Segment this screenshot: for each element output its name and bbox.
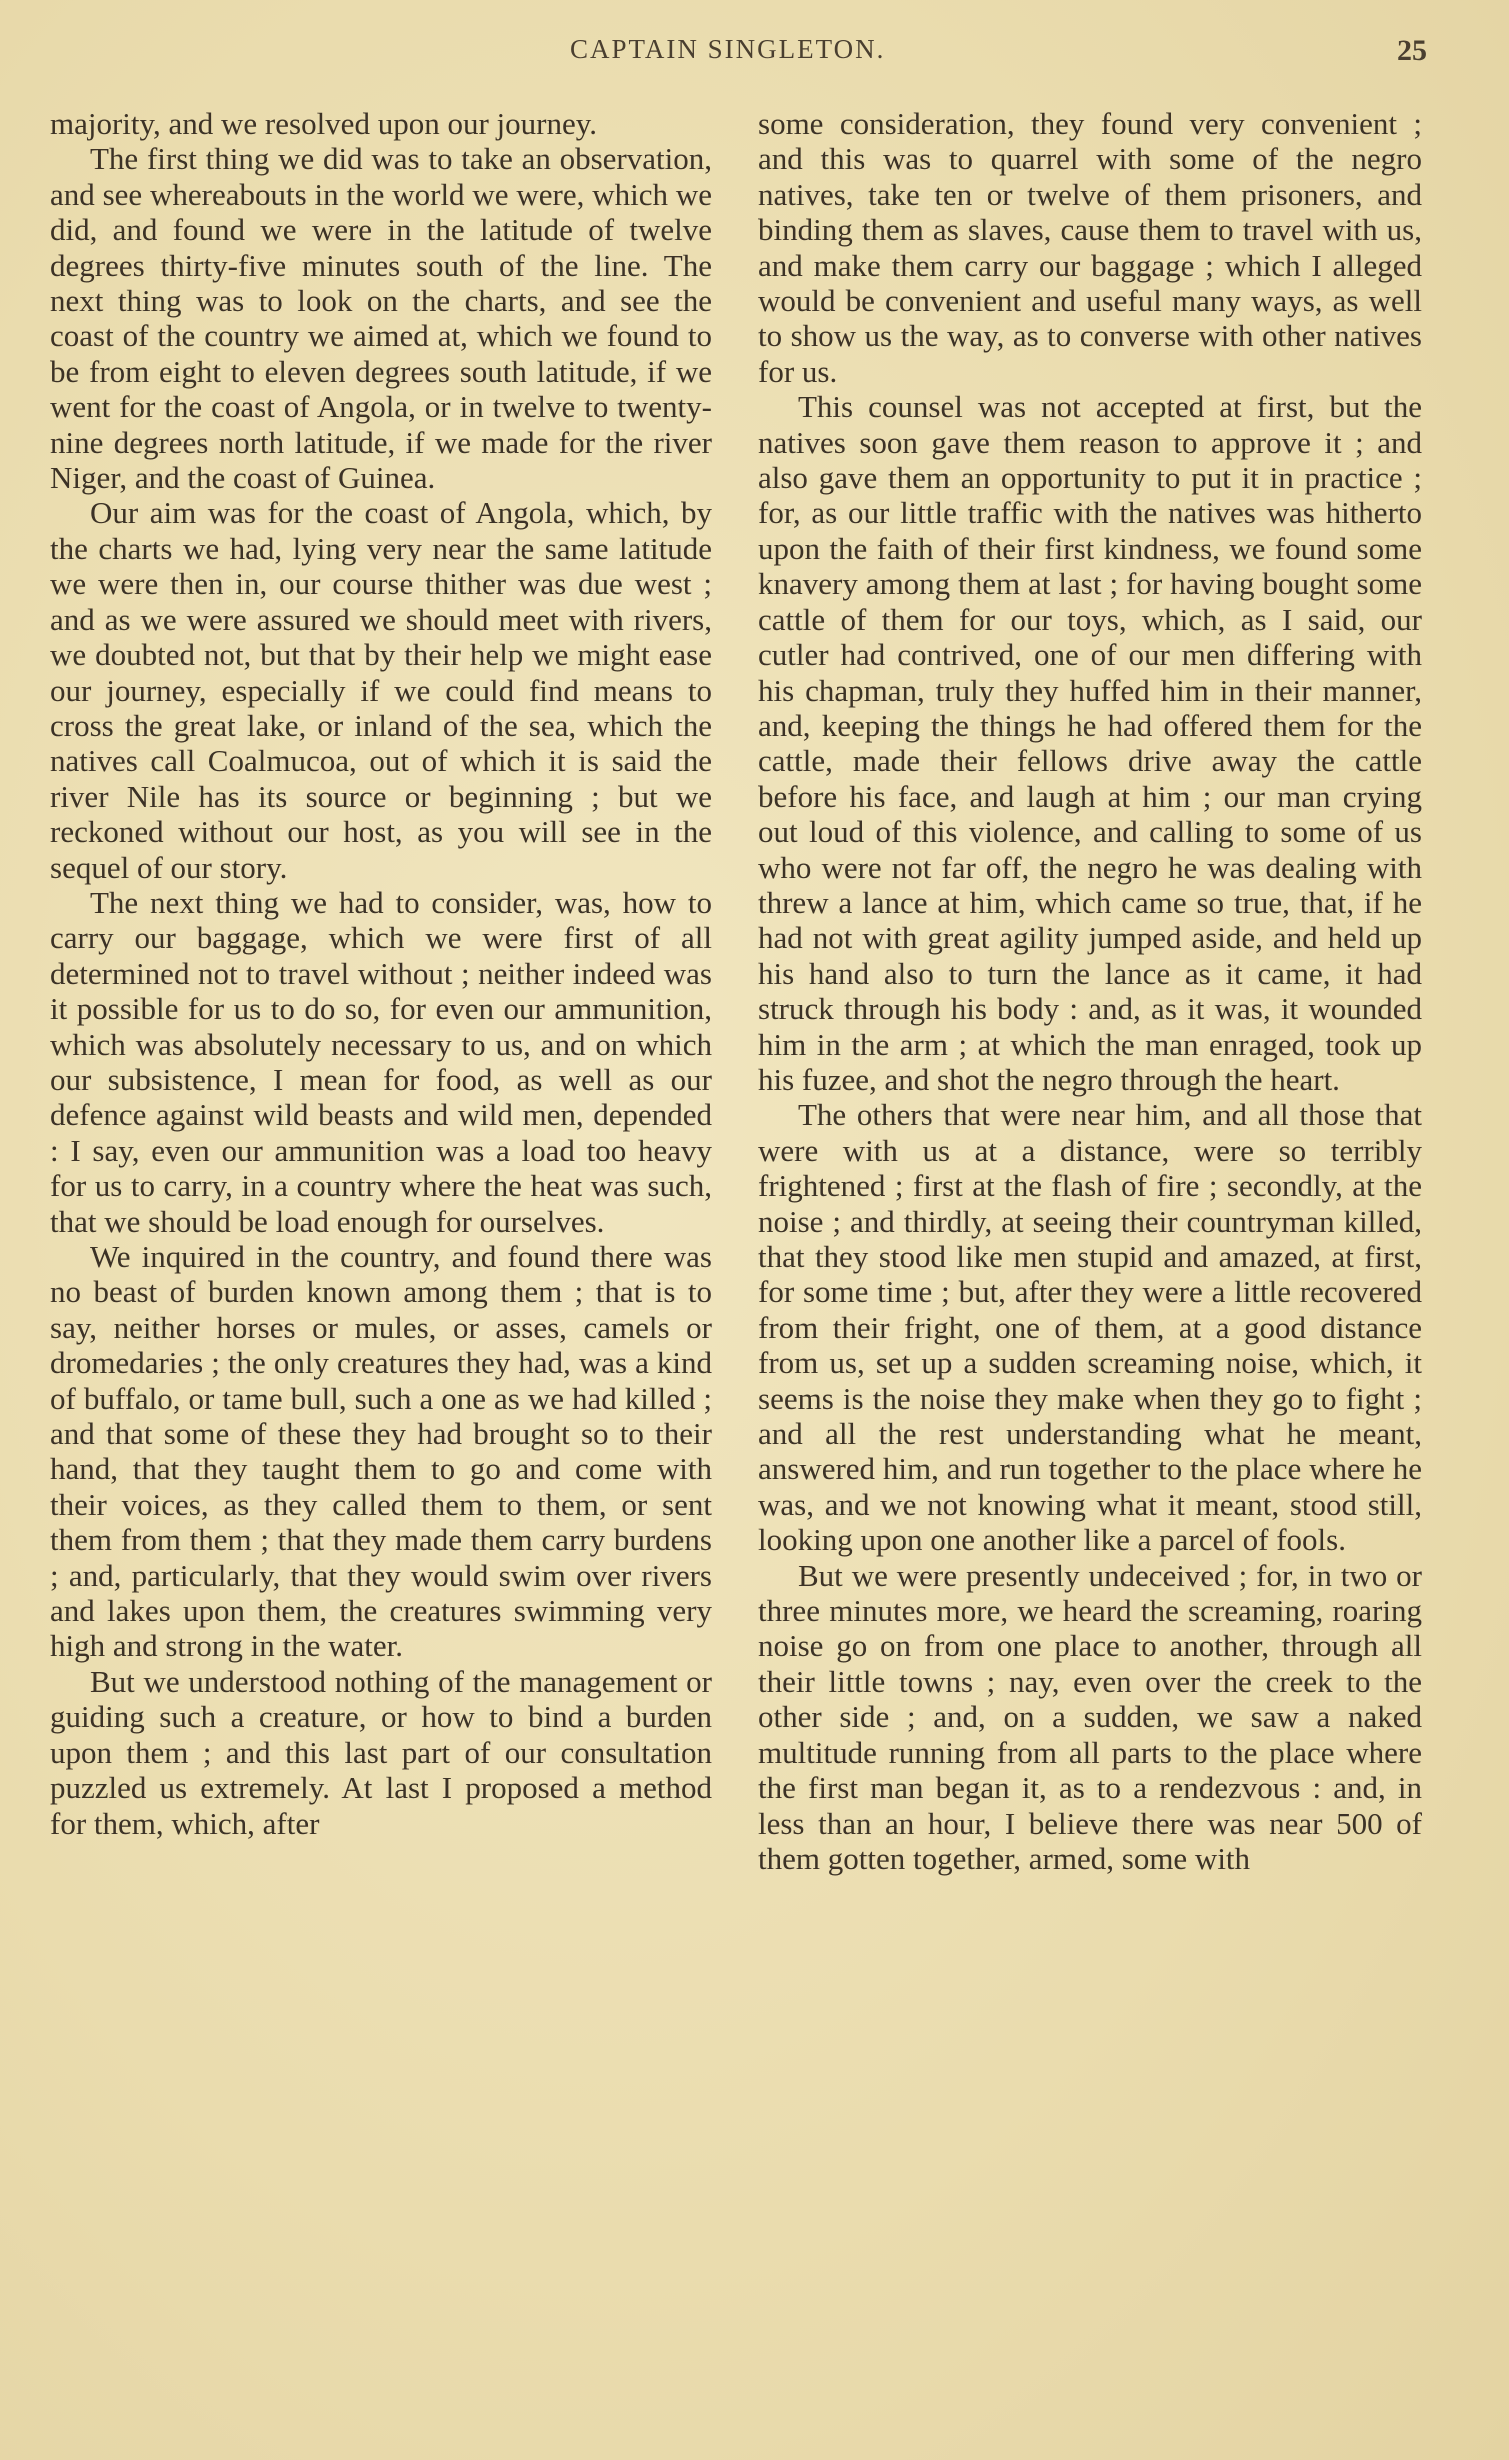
paragraph: majority, and we resolved upon our journey. bbox=[50, 106, 597, 141]
paragraph: But we were presently undeceived ; for, in two or three minutes more, we heard the screaming, roaring noise go on from one place to another, through all their little towns ; nay, even over the creek to the other side ; and, on a sudden, we saw a naked multitude running from all parts to the place where the first man began it, as to a rendezvous : and, in less than an hour, I believe there was near 500 of them gotten together, armed, some with bbox=[758, 1557, 1422, 1876]
right-column bbox=[758, 106, 1422, 1876]
paragraph: The others that were near him, and all those that were with us at a distance, were so terribly frightened ; first at the flash of fire ; secondly, at the noise ; and thirdly, at seeing their countryman killed, that they stood like men stupid and amazed, at first, for some time ; but, after they were a little recovered from their fright, one of them, at a good distance from us, set up a sudden screaming noise, which, it seems is the noise they make when they go to fight ; and all the rest understanding what he meant, answered him, and run together to the place where he was, and we not knowing what it meant, stood still, looking upon one another like a parcel of fools. bbox=[758, 1097, 1422, 1558]
page-number: 25 bbox=[1397, 34, 1427, 67]
paragraph: But we understood nothing of the management or guiding such a creature, or how to bind a burden upon them ; and this last part of our consultation puzzled us extremely. At last I proposed a method for them, which, after bbox=[50, 1663, 712, 1841]
paragraph: The next thing we had to consider, was, how to carry our baggage, which we were first of all determined not to travel without ; neither indeed was it possible for us to do so, for even our ammunition, which was absolutely necessary to us, and on which our subsistence, I mean for food, as well as our defence against wild beasts and wild men, depended : I say, even our ammunition was a load too heavy for us to carry, in a country where the heat was such, that we should be load enough for ourselves. bbox=[50, 884, 712, 1239]
paragraph: some consideration, they found very convenient ; and this was to quarrel with some of the negro natives, take ten or twelve of them prisoners, and binding them as slaves, cause them to travel with us, and make them carry our baggage ; which I alleged would be convenient and useful many ways, as well to show us the way, as to converse with other natives for us. bbox=[758, 106, 1422, 389]
paragraph: We inquired in the country, and found there was no beast of burden known among them ; that is to say, neither horses or mules, or asses, camels or dromedaries ; the only creatures they had, was a kind of buffalo, or tame bull, such a one as we had killed ; and that some of these they had brought so to their hand, that they taught them to go and come with their voices, as they called them to them, or sent them from them ; that they made them carry burdens ; and, particularly, that they would swim over rivers and lakes upon them, the creatures swimming very high and strong in the water. bbox=[50, 1239, 712, 1664]
running-title: CAPTAIN SINGLETON. bbox=[570, 34, 886, 64]
paragraph: This counsel was not accepted at first, but the natives soon gave them reason to approve it ; and also gave them an opportunity to put it in practice ; for, as our little traffic with the natives was hitherto upon the faith of their first kindness, we found some knavery among them at last ; for having bought some cattle of them for our toys, which, as I said, our cutler had contrived, one of our men differing with his chapman, truly they huffed him in their manner, and, keeping the things he had offered them for the cattle, made their fellows drive away the cattle before his face, and laugh at him ; our man crying out loud of this violence, and calling to some of us who were not far off, the negro he was dealing with threw a lance at him, which came so true, that, if he had not with great agility jumped aside, and held up his hand also to turn the lance as it came, it had struck through his body : and, as it was, it wounded him in the arm ; at which the man enraged, took up his fuzee, and shot the negro through the heart. bbox=[758, 389, 1422, 1097]
paragraph: Our aim was for the coast of Angola, which, by the charts we had, lying very near the same latitude we were then in, our course thither was due west ; and as we were assured we should meet with rivers, we doubted not, but that by their help we might ease our journey, especially if we could find means to cross the great lake, or inland of the sea, which the natives call Coalmucoa, out of which it is said the river Nile has its source or beginning ; but we reckoned without our host, as you will see in the sequel of our story. bbox=[50, 495, 712, 885]
paragraph: The first thing we did was to take an observation, and see whereabouts in the world we were, which we did, and found we were in the latitude of twelve degrees thirty-five minutes south of the line. The next thing was to look on the charts, and see the coast of the country we aimed at, which we found to be from eight to eleven degrees south latitude, if we went for the coast of Angola, or in twelve to twenty-nine degrees north latitude, if we made for the river Niger, and the coast of Guinea. bbox=[50, 141, 712, 496]
page-header bbox=[0, 34, 1509, 78]
left-column bbox=[50, 106, 712, 1841]
